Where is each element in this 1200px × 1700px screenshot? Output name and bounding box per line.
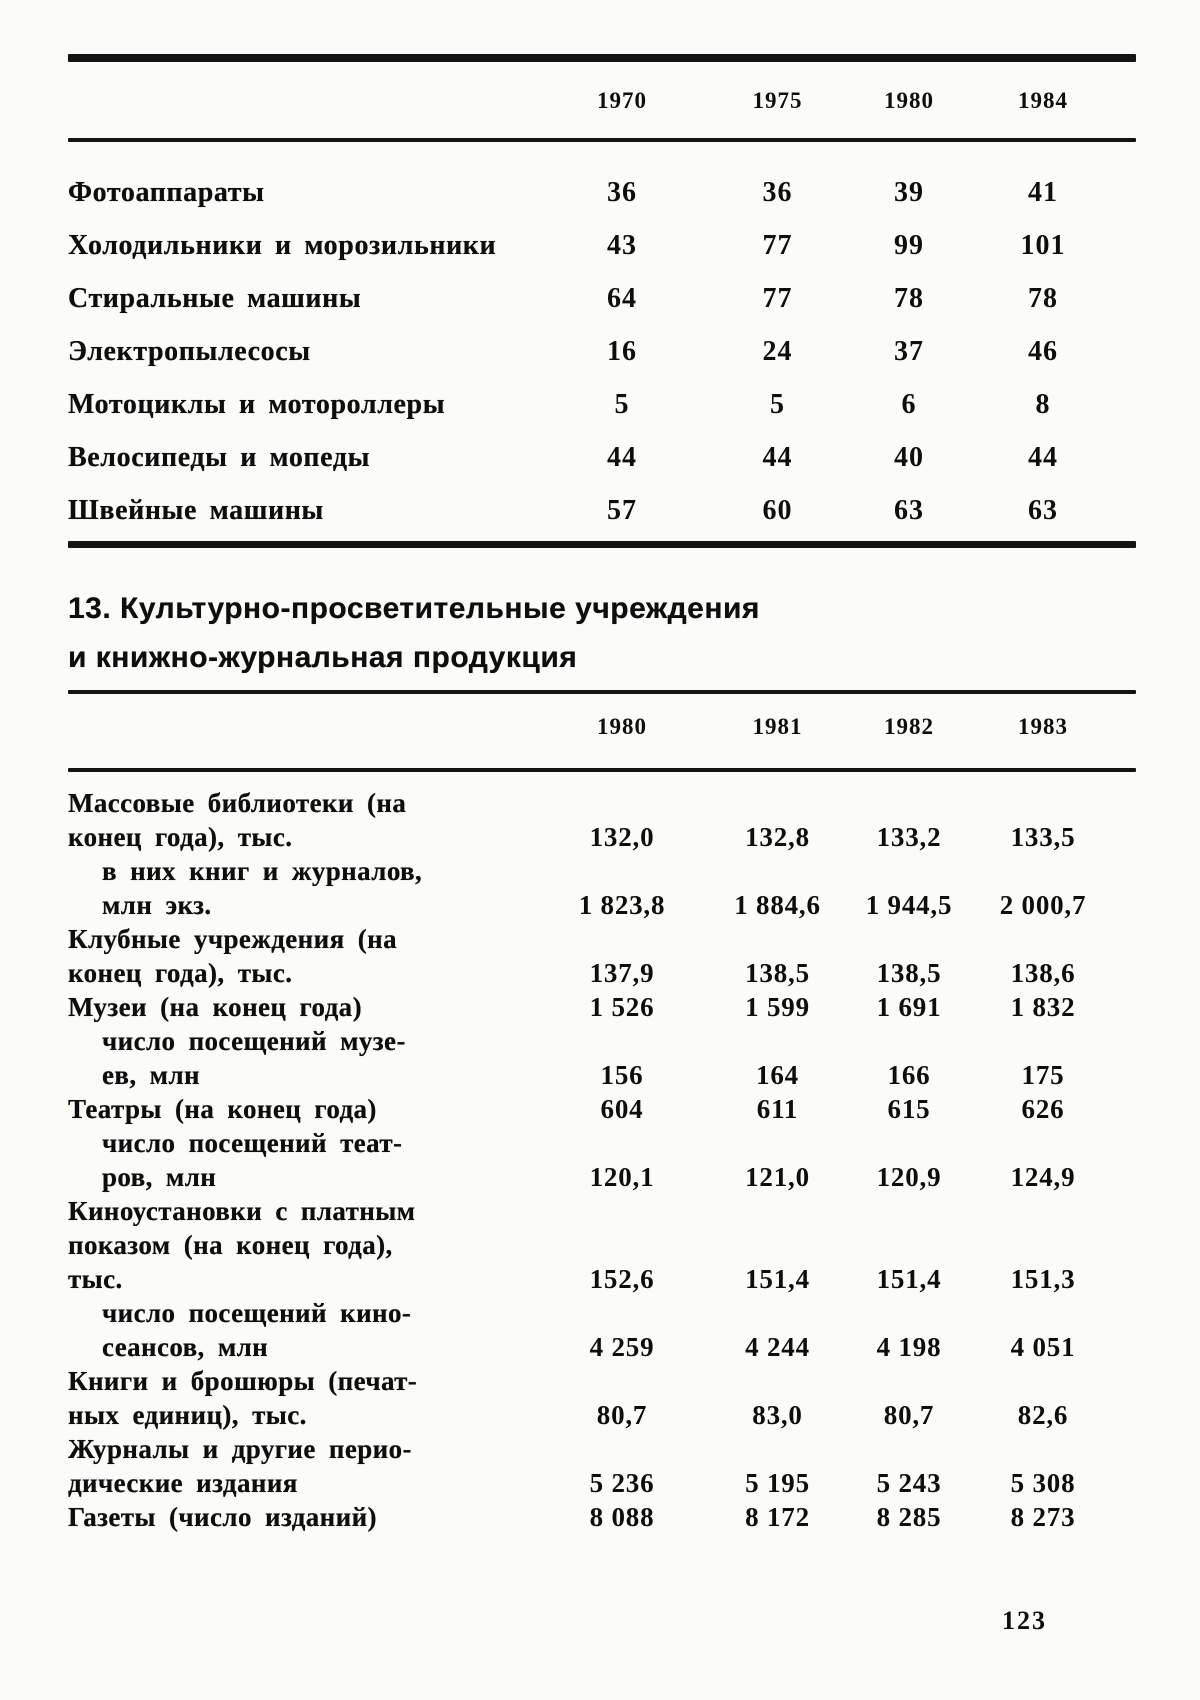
cell-value: 121,0 xyxy=(745,1162,810,1192)
cell-value: 615 xyxy=(887,1094,931,1124)
cell-value: 46 xyxy=(1028,335,1058,367)
cell-value: 1 884,6 xyxy=(734,890,821,920)
cell-value: 5 xyxy=(770,388,785,420)
year-header: 1980 xyxy=(884,88,934,113)
row-label: Стиральные машины xyxy=(68,282,362,314)
row-label: Театры (на конец года) xyxy=(68,1094,377,1124)
row-label: Книги и брошюры (печат- ных единиц), тыс. xyxy=(68,1366,418,1430)
year-header: 1981 xyxy=(752,714,803,739)
row-label: число посещений теат- ров, млн xyxy=(102,1128,403,1192)
cell-value: 8 172 xyxy=(745,1502,810,1532)
table2-header-row xyxy=(68,714,1136,740)
cell-value: 44 xyxy=(607,441,637,473)
row-label: Музеи (на конец года) xyxy=(68,992,362,1022)
cell-value: 164 xyxy=(756,1060,799,1090)
cell-value: 151,4 xyxy=(876,1264,942,1294)
cell-value: 41 xyxy=(1028,176,1058,208)
cell-value: 1 526 xyxy=(589,992,655,1022)
row-label: Журналы и другие перио- дические издания xyxy=(68,1434,412,1498)
cell-value: 16 xyxy=(607,335,637,367)
row-label: Мотоциклы и мотороллеры xyxy=(68,388,446,420)
cell-value: 99 xyxy=(894,229,924,261)
cell-value: 57 xyxy=(607,494,637,526)
cell-value: 166 xyxy=(887,1060,931,1090)
year-header: 1984 xyxy=(1018,88,1068,113)
row-label: в них книг и журналов, млн экз. xyxy=(102,856,423,920)
table2-body xyxy=(68,786,1136,1534)
cell-value: 132,8 xyxy=(745,822,810,852)
cell-value: 63 xyxy=(1028,494,1058,526)
year-header: 1983 xyxy=(1018,714,1068,739)
cell-value: 78 xyxy=(1028,282,1058,314)
cell-value: 43 xyxy=(607,229,637,261)
cell-value: 5 195 xyxy=(745,1468,810,1498)
cell-value: 8 088 xyxy=(589,1502,655,1532)
table-row xyxy=(68,1092,1136,1126)
cell-value: 137,9 xyxy=(589,958,655,988)
cell-value: 5 236 xyxy=(589,1468,655,1498)
table-rule xyxy=(68,138,1136,142)
cell-value: 44 xyxy=(1028,441,1058,473)
table-row xyxy=(68,166,1136,219)
row-label: Газеты (число изданий) xyxy=(68,1502,377,1532)
cell-value: 77 xyxy=(762,229,793,261)
cell-value: 44 xyxy=(762,441,793,473)
year-header: 1975 xyxy=(752,88,803,113)
table-row xyxy=(68,484,1136,537)
table-row xyxy=(68,431,1136,484)
cell-value: 4 244 xyxy=(745,1332,810,1362)
table-row xyxy=(68,378,1136,431)
cell-value: 133,5 xyxy=(1010,822,1076,852)
cell-value: 36 xyxy=(762,176,793,208)
row-label: Клубные учреждения (на конец года), тыс. xyxy=(68,924,398,988)
cell-value: 60 xyxy=(762,494,793,526)
table-rule xyxy=(68,690,1136,694)
cell-value: 138,5 xyxy=(876,958,942,988)
row-label: Киноустановки с платным показом (на конец года), тыс. xyxy=(68,1196,416,1294)
cell-value: 604 xyxy=(600,1094,644,1124)
cell-value: 37 xyxy=(894,335,924,367)
table-rule xyxy=(68,541,1136,548)
table-row xyxy=(68,1500,1136,1534)
row-label: Фотоаппараты xyxy=(68,176,265,208)
cell-value: 1 823,8 xyxy=(578,890,666,920)
table-row xyxy=(68,922,1136,990)
table-rule xyxy=(68,54,1136,62)
cell-value: 39 xyxy=(894,176,924,208)
cell-value: 5 308 xyxy=(1010,1468,1076,1498)
table-row xyxy=(68,325,1136,378)
cell-value: 4 198 xyxy=(876,1332,942,1362)
cell-value: 40 xyxy=(894,441,924,473)
table-row xyxy=(68,1024,1136,1092)
table-row xyxy=(68,1296,1136,1364)
cell-value: 151,4 xyxy=(745,1264,810,1294)
row-label: Швейные машины xyxy=(68,494,324,526)
table-row xyxy=(68,990,1136,1024)
cell-value: 2 000,7 xyxy=(999,890,1087,920)
cell-value: 1 832 xyxy=(1010,992,1076,1022)
table-row xyxy=(68,1364,1136,1432)
row-label: Холодильники и морозильники xyxy=(68,229,497,261)
row-label: Электропылесосы xyxy=(68,335,311,367)
cell-value: 5 xyxy=(614,388,630,420)
cell-value: 611 xyxy=(756,1094,799,1124)
table1-header-row xyxy=(68,88,1136,114)
table1-body xyxy=(68,166,1136,537)
cell-value: 64 xyxy=(607,282,637,314)
cell-value: 138,5 xyxy=(745,958,810,988)
cell-value: 101 xyxy=(1020,229,1066,261)
cell-value: 8 285 xyxy=(876,1502,942,1532)
table-row xyxy=(68,786,1136,854)
cell-value: 138,6 xyxy=(1010,958,1076,988)
cell-value: 63 xyxy=(894,494,924,526)
cell-value: 124,9 xyxy=(1010,1162,1076,1192)
table-row xyxy=(68,1194,1136,1296)
table-row xyxy=(68,272,1136,325)
row-label: число посещений кино- сеансов, млн xyxy=(102,1298,412,1362)
table-row xyxy=(68,1432,1136,1500)
cell-value: 80,7 xyxy=(596,1400,648,1430)
cell-value: 626 xyxy=(1021,1094,1065,1124)
cell-value: 152,6 xyxy=(589,1264,655,1294)
cell-value: 4 259 xyxy=(589,1332,655,1362)
page-content xyxy=(68,54,1136,1534)
cell-value: 80,7 xyxy=(883,1400,935,1430)
cell-value: 120,1 xyxy=(589,1162,655,1192)
cell-value: 156 xyxy=(600,1060,644,1090)
cell-value: 77 xyxy=(762,282,793,314)
cell-value: 8 xyxy=(1035,388,1051,420)
cell-value: 36 xyxy=(607,176,637,208)
cell-value: 1 944,5 xyxy=(865,890,953,920)
cell-value: 1 599 xyxy=(745,992,810,1022)
cell-value: 1 691 xyxy=(876,992,942,1022)
table-row xyxy=(68,219,1136,272)
cell-value: 151,3 xyxy=(1010,1264,1076,1294)
cell-value: 24 xyxy=(762,335,793,367)
cell-value: 78 xyxy=(894,282,924,314)
table-row xyxy=(68,854,1136,922)
cell-value: 8 273 xyxy=(1010,1502,1076,1532)
section-heading: 13. Культурно-просветительные учреждения и книжно-журнальная продукция xyxy=(68,592,760,674)
page-number: 123 xyxy=(1002,1606,1047,1635)
cell-value: 4 051 xyxy=(1010,1332,1076,1362)
table-rule xyxy=(68,768,1136,772)
cell-value: 83,0 xyxy=(752,1400,803,1430)
cell-value: 6 xyxy=(901,388,917,420)
row-label: Велосипеды и мопеды xyxy=(68,441,371,473)
table-row xyxy=(68,1126,1136,1194)
cell-value: 120,9 xyxy=(876,1162,942,1192)
cell-value: 133,2 xyxy=(876,822,942,852)
cell-value: 132,0 xyxy=(589,822,655,852)
cell-value: 5 243 xyxy=(876,1468,942,1498)
cell-value: 175 xyxy=(1021,1060,1065,1090)
row-label: Массовые библиотеки (на конец года), тыс. xyxy=(68,788,407,852)
row-label: число посещений музе- ев, млн xyxy=(102,1026,406,1090)
year-header: 1982 xyxy=(884,714,934,739)
year-header: 1970 xyxy=(597,88,647,113)
cell-value: 82,6 xyxy=(1017,1400,1069,1430)
year-header: 1980 xyxy=(597,714,647,739)
